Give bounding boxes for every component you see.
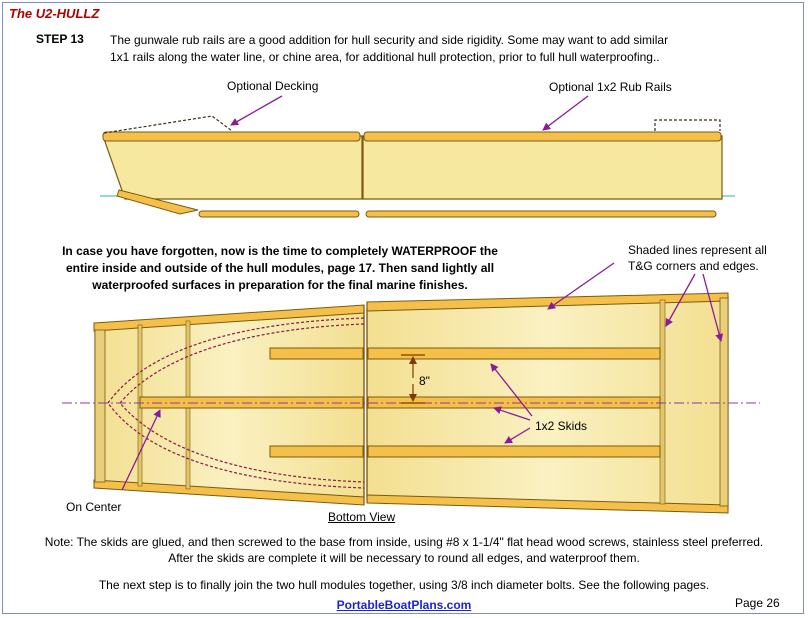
optional-decking-outline xyxy=(104,116,232,133)
warning-line-3: waterproofed surfaces in preparation for the final marine finishes. xyxy=(92,278,468,292)
label-optional-decking: Optional Decking xyxy=(227,79,319,93)
bottom-view xyxy=(62,263,760,513)
skid-upper-bow xyxy=(270,348,363,359)
skid-side-stern xyxy=(366,211,716,217)
tg-edge-bow-end xyxy=(95,330,105,482)
arrow-rub-rails xyxy=(543,96,588,130)
rub-rail-bow xyxy=(103,132,360,141)
label-shaded-lines-1: Shaded lines represent all xyxy=(628,243,767,257)
label-skids: 1x2 Skids xyxy=(535,419,588,433)
skid-lower-bow xyxy=(270,446,363,457)
rub-rail-stern xyxy=(364,132,721,141)
skid-upper-stern xyxy=(368,348,660,359)
tg-line-stern xyxy=(660,300,665,504)
note-line-3: The next step is to finally join the two hull modules together, using 3/8 inch diameter bolts. See the following pages. xyxy=(98,578,710,592)
label-optional-rub-rails: Optional 1x2 Rub Rails xyxy=(549,80,672,94)
arrow-optional-decking xyxy=(231,96,282,125)
label-on-center: On Center xyxy=(66,500,122,514)
brand-title: The U2-HULLZ xyxy=(9,6,100,21)
side-module-stern xyxy=(363,136,722,199)
label-shaded-lines-2: T&G corners and edges. xyxy=(628,259,759,273)
note-line-2: After the skids are complete it will be necessary to round all edges, and waterproof them. xyxy=(168,551,640,565)
intro-line-2: 1x1 rails along the water line, or chine area, for additional hull protection, prior to full hull waterproofing.. xyxy=(110,50,660,64)
intro-line-1: The gunwale rub rails are a good addition for hull security and side rigidity. Some may want to add similar xyxy=(110,33,669,47)
bottom-view-caption: Bottom View xyxy=(328,510,396,524)
optional-decking-stern-outline xyxy=(655,120,720,131)
page-number: Page 26 xyxy=(735,596,780,610)
waterproof-warning xyxy=(30,243,530,294)
skid-lower-stern xyxy=(368,446,660,457)
warning-line-1: In case you have forgotten, now is the time to completely WATERPROOF the xyxy=(62,244,498,258)
warning-line-2: entire inside and outside of the hull modules, page 17. Then sand lightly all xyxy=(65,261,495,275)
tg-edge-stern-end xyxy=(720,298,728,506)
note-line-1: Note: The skids are glued, and then screwed to the base from inside, using #8 x 1-1/4" flat head wood screws, stainless steel preferred. xyxy=(44,535,764,549)
label-skid-spacing: 8" xyxy=(419,374,430,388)
side-view xyxy=(100,96,735,217)
side-module-bow xyxy=(103,136,362,199)
skid-side-bow xyxy=(199,211,359,217)
step-label: STEP 13 xyxy=(36,32,84,46)
site-link[interactable]: PortableBoatPlans.com xyxy=(336,598,472,612)
